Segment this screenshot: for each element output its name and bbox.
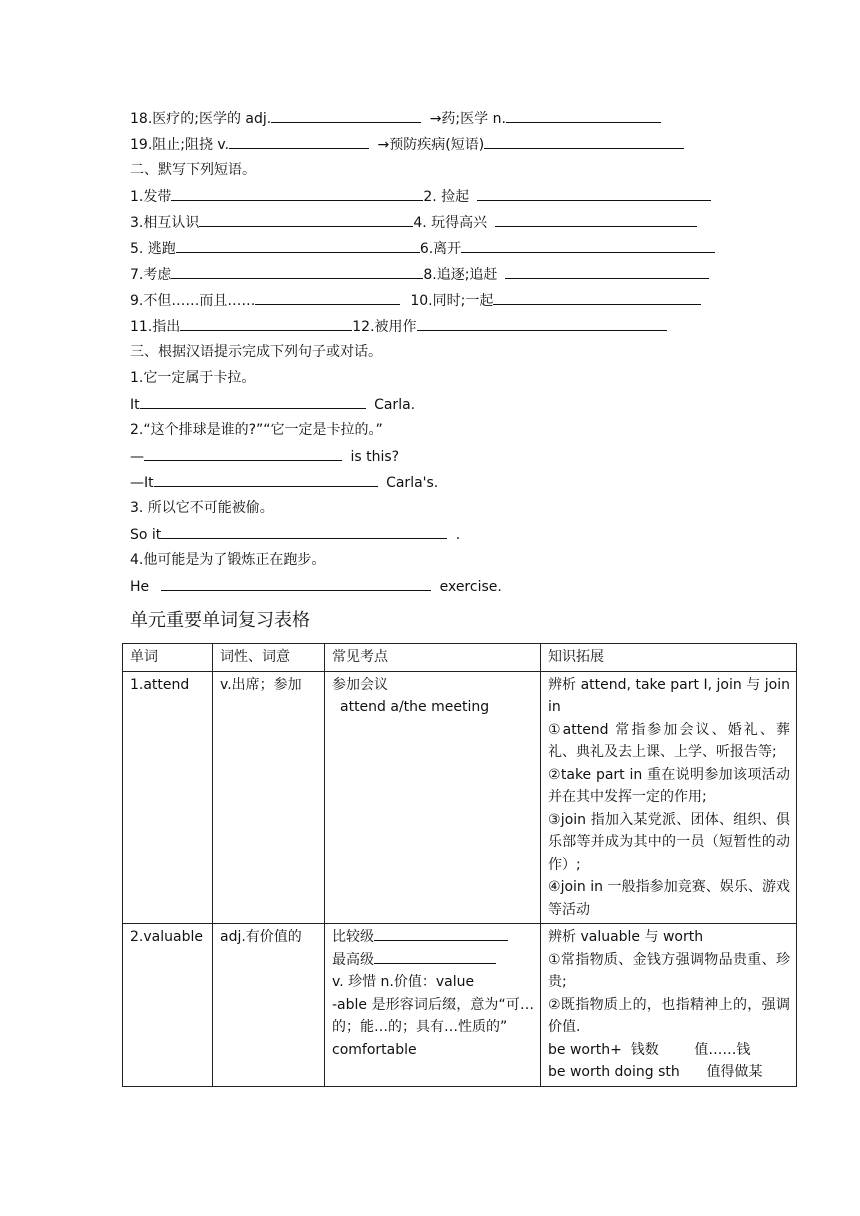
phrase-item: 5. 逃跑 [130,241,176,257]
pos-cell: adj.有价值的 [213,924,325,1087]
point-text: attend a/the meeting [340,699,490,715]
extension-text: ③join 指加入某党派、团体、组织、俱乐部等并成为其中的一员（短暂性的动作）; [548,811,790,873]
answer-blank[interactable] [180,316,352,331]
phrase-row [130,264,709,285]
answer-prefix: — [130,449,144,465]
phrase-row [130,316,667,337]
word-cell: 2.valuable [123,924,213,1087]
phrase-item: 8.追逐;追赶 [423,267,498,283]
phrase-row [130,212,697,233]
answer-blank[interactable] [374,949,496,964]
answer-line-2b [130,472,438,493]
point-text: 参加会议 [332,676,388,693]
superlative-label: 最高级 [332,951,374,968]
phrase-item: 12.被用作 [352,319,417,335]
answer-prefix: —It [130,475,154,491]
table-header-row [123,644,797,672]
answer-prefix: He [130,579,150,595]
extension-text: ①常指物质、金钱方强调物品贵重、珍贵; [548,951,790,990]
phrase-item: 10.同时;一起 [410,293,494,309]
vocab-line-19 [130,134,684,155]
section-3-heading: 三、根据汉语提示完成下列句子或对话。 [130,344,382,360]
header-extension: 知识拓展 [541,644,797,672]
point-text [332,949,534,972]
answer-blank[interactable] [144,446,342,461]
answer-blank[interactable] [506,108,661,123]
phrase-item: 2. 捡起 [423,189,470,205]
point-text: -able 是形容词后缀，意为“可…的；能…的；具有…性质的” [332,996,534,1035]
pos-cell: v.出席；参加 [213,671,325,924]
extension-cell [541,671,797,924]
answer-blank[interactable] [171,264,423,279]
phrase-item: 9.不但……而且…… [130,293,256,309]
answer-prefix: It [130,397,140,413]
answer-blank[interactable] [271,108,421,123]
answer-line-2a [130,446,399,467]
phrase-item: 4. 玩得高兴 [413,215,488,231]
vocab-review-table [122,643,797,1087]
vocab-18-prompt: 18.医疗的;医学的 adj. [130,111,272,127]
answer-blank[interactable] [199,212,413,227]
point-text [332,926,534,949]
vocab-19-derived: →预防疾病(短语) [377,137,485,153]
answer-blank[interactable] [505,264,709,279]
answer-line-4 [130,576,502,597]
answer-blank[interactable] [171,186,423,201]
extension-text: 辨析 attend, take part I, join 与 join in [548,676,790,715]
answer-blank[interactable] [161,576,431,591]
section-2-heading: 二、默写下列短语。 [130,162,256,178]
answer-prefix: So it [130,527,162,543]
comparative-label: 比较级 [332,929,374,945]
phrase-item: 11.指出 [130,319,181,335]
answer-blank[interactable] [477,186,711,201]
header-points: 常见考点 [325,644,541,672]
question-2: 2.“这个排球是谁的?”“它一定是卡拉的。” [130,422,383,438]
answer-blank[interactable] [176,238,420,253]
vocab-line-18 [130,108,661,129]
vocab-18-derived: →药;医学 n. [429,111,506,127]
phrase-item: 3.相互认识 [130,215,200,231]
answer-suffix: . [455,527,461,543]
extension-text: be worth+ 钱数 值……钱 [548,1041,751,1058]
question-1: 1.它一定属于卡拉。 [130,370,256,386]
answer-blank[interactable] [417,316,667,331]
answer-blank[interactable] [140,394,366,409]
header-word: 单词 [123,644,213,672]
table-row [123,924,797,1087]
answer-blank[interactable] [161,524,447,539]
question-4: 4.他可能是为了锻炼正在跑步。 [130,552,326,568]
answer-suffix: Carla. [374,397,416,413]
extension-text: be worth doing sth 值得做某 [548,1064,763,1080]
extension-cell [541,924,797,1087]
word-cell: 1.attend [123,671,213,924]
points-cell [325,671,541,924]
answer-blank[interactable] [484,134,684,149]
phrase-row [130,290,701,311]
answer-blank[interactable] [255,290,400,305]
point-text: comfortable [332,1041,417,1058]
answer-blank[interactable] [495,212,697,227]
answer-suffix: is this? [350,449,400,465]
answer-suffix: exercise. [439,579,502,595]
extension-text: 辨析 valuable 与 worth [548,929,704,945]
phrase-item: 6.离开 [419,241,462,257]
answer-blank[interactable] [461,238,715,253]
extension-text: ④join in 一般指参加竞赛、娱乐、游戏等活动 [548,879,790,918]
question-3: 3. 所以它不可能被偷。 [130,500,274,516]
header-pos: 词性、词意 [213,644,325,672]
answer-line-3 [130,524,460,545]
table-title: 单元重要单词复习表格 [130,610,310,631]
table-row [123,671,797,924]
extension-text: ②既指物质上的，也指精神上的，强调价值. [548,996,790,1035]
answer-suffix: Carla's. [386,475,439,491]
extension-text: ①attend 常指参加会议、婚礼、葬礼、典礼及去上课、上学、听报告等; [548,721,790,760]
phrase-item: 1.发带 [130,189,172,205]
phrase-row [130,238,715,259]
answer-blank[interactable] [374,926,508,941]
point-text: v. 珍惜 n.价值：value [332,974,475,990]
answer-blank[interactable] [229,134,369,149]
points-cell [325,924,541,1087]
extension-text: ②take part in 重在说明参加该项活动并在其中发挥一定的作用; [548,766,790,805]
phrase-item: 7.考虑 [130,267,172,283]
phrase-row [130,186,711,207]
vocab-19-prompt: 19.阻止;阻挠 v. [130,137,230,153]
answer-blank[interactable] [154,472,378,487]
answer-blank[interactable] [493,290,701,305]
answer-line-1 [130,394,415,415]
